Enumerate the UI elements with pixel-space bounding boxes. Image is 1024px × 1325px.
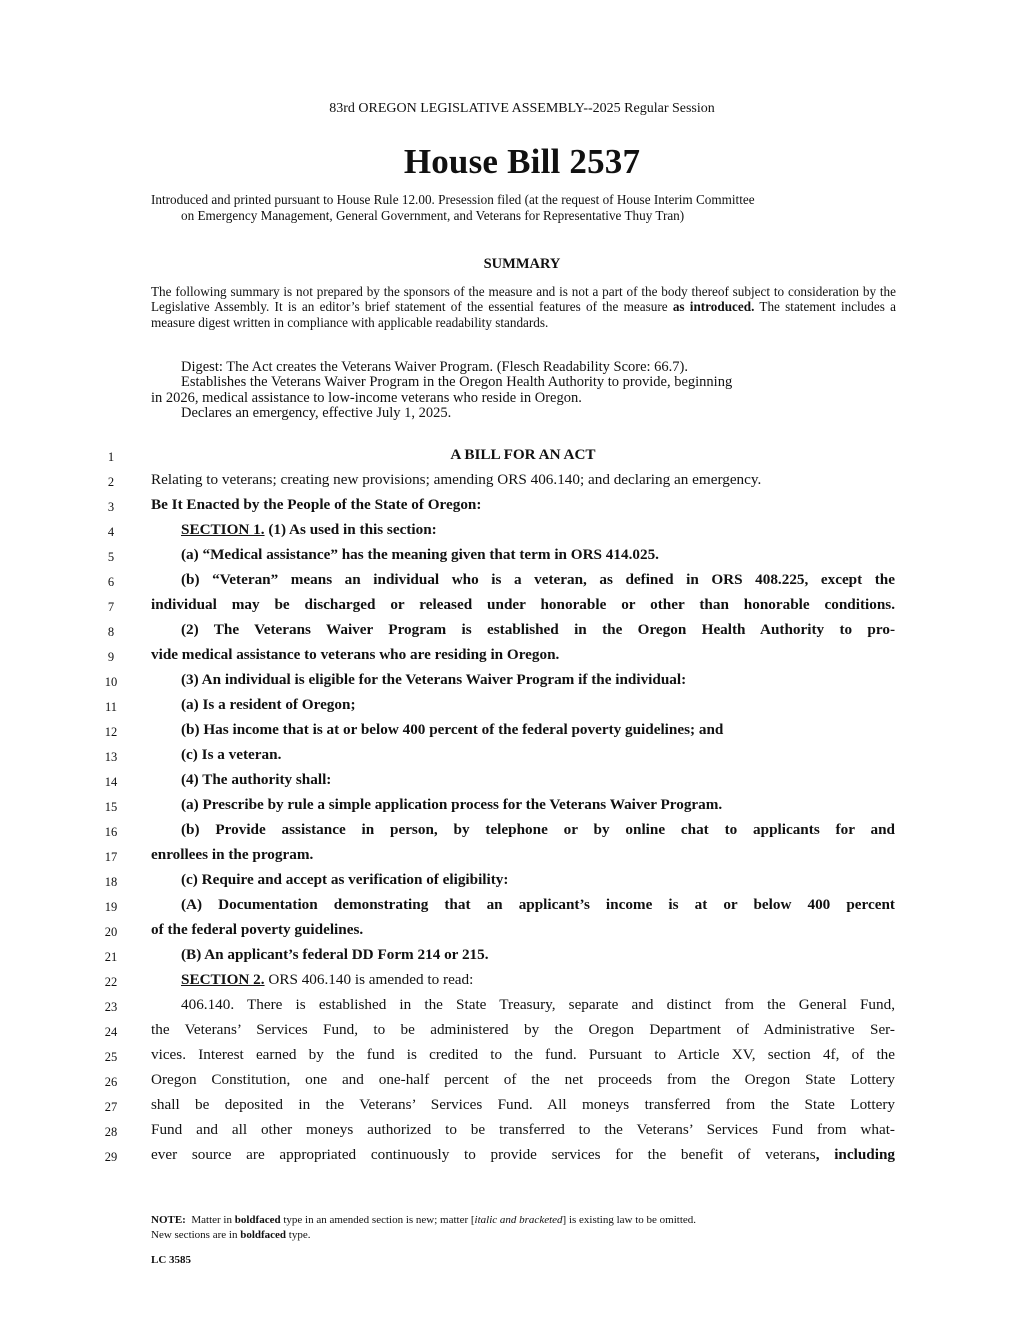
bill-line bbox=[0, 494, 1024, 519]
summary-text bbox=[151, 284, 896, 330]
line-number: 22 bbox=[104, 975, 118, 989]
line-number: 23 bbox=[104, 1000, 118, 1014]
bill-text: vide medical assistance to veterans who are residing in Oregon. bbox=[151, 646, 560, 663]
bill-text: (c) Is a veteran. bbox=[181, 746, 282, 763]
bill-text: the Veterans’ Services Fund, to be administered by the Oregon Department of Administrative Ser- bbox=[151, 1021, 895, 1038]
digest-line-3: in 2026, medical assistance to low-income veterans who reside in Oregon. bbox=[151, 389, 582, 406]
bill-line bbox=[0, 1044, 1024, 1069]
bill-line bbox=[0, 869, 1024, 894]
bill-text: (a) “Medical assistance” has the meaning given that term in ORS 414.025. bbox=[181, 546, 659, 563]
section-2-text: ORS 406.140 is amended to read: bbox=[268, 971, 474, 988]
bill-text: vices. Interest earned by the fund is credited to the fund. Pursuant to Article XV, section 4f, of the bbox=[151, 1046, 895, 1063]
bill-line bbox=[0, 944, 1024, 969]
bill-text: (A) Documentation demonstrating that an applicant’s income is at or below 400 percent bbox=[181, 896, 895, 913]
bill-line bbox=[0, 744, 1024, 769]
bill-text: Fund and all other moneys authorized to be transferred to the Veterans’ Services Fund from what- bbox=[151, 1121, 895, 1138]
note-italic: italic and bracketed bbox=[474, 1214, 563, 1226]
line-number: 29 bbox=[104, 1150, 118, 1164]
bill-text: (2) The Veterans Waiver Program is established in the Oregon Health Authority to pro- bbox=[181, 621, 895, 638]
line-number: 28 bbox=[104, 1125, 118, 1139]
line-number: 4 bbox=[107, 525, 115, 539]
bill-text: of the federal poverty guidelines. bbox=[151, 921, 364, 938]
line-number: 1 bbox=[107, 450, 115, 464]
digest-line-1: Digest: The Act creates the Veterans Waiver Program. (Flesch Readability Score: 66.7). bbox=[181, 359, 688, 375]
intro-line-1: Introduced and printed pursuant to House Rule 12.00. Presession filed (at the request of House Interim Committee bbox=[151, 192, 755, 207]
line-number: 7 bbox=[107, 600, 115, 614]
section-1-label: SECTION 1. bbox=[181, 521, 265, 538]
summary-text-part1: The following summary is not prepared by the sponsors of the measure and is not a part of the body thereof subject to consideration by the Legislative Assembly. It is an editor’s brief statement of the essential features of the measure bbox=[151, 284, 896, 315]
bill-text bbox=[181, 971, 895, 989]
introduction-note bbox=[151, 192, 896, 223]
line-number: 18 bbox=[104, 875, 118, 889]
note-line-2 bbox=[151, 1228, 896, 1243]
line-number: 11 bbox=[104, 700, 118, 714]
bill-text: Oregon Constitution, one and one-half percent of the net proceeds from the Oregon State Lottery bbox=[151, 1071, 895, 1088]
line-number: 17 bbox=[104, 850, 118, 864]
bill-act-heading: A BILL FOR AN ACT bbox=[450, 446, 596, 463]
bill-line bbox=[0, 644, 1024, 669]
bill-text: (b) Has income that is at or below 400 percent of the federal poverty guidelines; and bbox=[181, 721, 724, 738]
bill-text: Relating to veterans; creating new provisions; amending ORS 406.140; and declaring an emergency. bbox=[151, 471, 762, 488]
note-text: New sections are in bbox=[151, 1229, 238, 1241]
bill-line bbox=[0, 819, 1024, 844]
bill-line bbox=[0, 994, 1024, 1019]
lc-number: LC 3585 bbox=[151, 1254, 192, 1266]
bill-line bbox=[0, 919, 1024, 944]
note-line-1 bbox=[151, 1213, 896, 1228]
bill-line bbox=[0, 1069, 1024, 1094]
bill-text: (a) Prescribe by rule a simple application process for the Veterans Waiver Program. bbox=[181, 796, 723, 813]
line-number: 8 bbox=[107, 625, 115, 639]
bill-text: shall be deposited in the Veterans’ Services Fund. All moneys transferred from the State Lottery bbox=[151, 1096, 895, 1113]
bill-line bbox=[0, 1144, 1024, 1169]
line-number: 19 bbox=[104, 900, 118, 914]
bill-line bbox=[0, 694, 1024, 719]
bill-text: (a) Is a resident of Oregon; bbox=[181, 696, 356, 713]
bill-text: enrollees in the program. bbox=[151, 846, 314, 863]
note-text: type. bbox=[288, 1229, 311, 1241]
line-number: 6 bbox=[107, 575, 115, 589]
line-number: 14 bbox=[104, 775, 118, 789]
line-number: 15 bbox=[104, 800, 118, 814]
line-number: 3 bbox=[107, 500, 115, 514]
bill-text-bold: , including bbox=[815, 1146, 895, 1163]
bill-line bbox=[0, 719, 1024, 744]
summary-text-part2: The statement includes a measure digest written in compliance with applicable readability standards. bbox=[151, 299, 896, 330]
footer-note bbox=[151, 1213, 896, 1243]
note-bold: boldfaced bbox=[240, 1229, 287, 1241]
line-number: 5 bbox=[107, 550, 115, 564]
bill-line bbox=[0, 1019, 1024, 1044]
bill-text: individual may be discharged or released under honorable or other than honorable conditions. bbox=[151, 596, 895, 613]
section-2-label: SECTION 2. bbox=[181, 971, 265, 988]
line-number: 16 bbox=[104, 825, 118, 839]
line-number: 21 bbox=[104, 950, 118, 964]
bill-line bbox=[0, 1094, 1024, 1119]
bill-text: 406.140. There is established in the State Treasury, separate and distinct from the General Fund, bbox=[181, 996, 895, 1013]
bill-line bbox=[0, 844, 1024, 869]
bill-line bbox=[0, 544, 1024, 569]
bill-line bbox=[0, 569, 1024, 594]
digest-line-4: Declares an emergency, effective July 1, 2025. bbox=[181, 405, 452, 422]
line-number: 24 bbox=[104, 1025, 118, 1039]
line-number: 25 bbox=[104, 1050, 118, 1064]
digest bbox=[151, 360, 896, 422]
line-number: 13 bbox=[104, 750, 118, 764]
digest-line-2: Establishes the Veterans Waiver Program in the Oregon Health Authority to provide, beginning bbox=[181, 374, 733, 391]
bill-title: House Bill 2537 bbox=[403, 142, 641, 181]
bill-line bbox=[0, 769, 1024, 794]
line-number: 26 bbox=[104, 1075, 118, 1089]
intro-line-2: on Emergency Management, General Government, and Veterans for Representative Thuy Tran) bbox=[181, 207, 685, 223]
line-number: 20 bbox=[104, 925, 118, 939]
note-text: Matter in bbox=[191, 1214, 232, 1226]
session-header: 83rd OREGON LEGISLATIVE ASSEMBLY--2025 Regular Session bbox=[329, 101, 715, 116]
bill-text: (b) “Veteran” means an individual who is a veteran, as defined in ORS 408.225, except the bbox=[181, 571, 895, 588]
bill-line bbox=[0, 794, 1024, 819]
line-number: 27 bbox=[104, 1100, 118, 1114]
note-text: type in an amended section is new; matter [ bbox=[283, 1214, 475, 1226]
note-label: NOTE: bbox=[151, 1214, 186, 1226]
line-number: 12 bbox=[104, 725, 118, 739]
note-text: ] is existing law to be omitted. bbox=[562, 1214, 697, 1226]
bill-line bbox=[0, 894, 1024, 919]
bill-text: (b) Provide assistance in person, by telephone or by online chat to applicants for and bbox=[181, 821, 895, 838]
bill-text: (B) An applicant’s federal DD Form 214 or 215. bbox=[181, 946, 489, 963]
summary-heading: SUMMARY bbox=[483, 256, 561, 272]
bill-text bbox=[181, 521, 895, 539]
bill-line bbox=[0, 1119, 1024, 1144]
bill-line bbox=[0, 669, 1024, 694]
bill-line bbox=[0, 519, 1024, 544]
line-number: 10 bbox=[104, 675, 118, 689]
bill-text: (3) An individual is eligible for the Veterans Waiver Program if the individual: bbox=[181, 671, 687, 688]
bill-text: (c) Require and accept as verification of eligibility: bbox=[181, 871, 509, 888]
bill-line bbox=[0, 594, 1024, 619]
bill-line bbox=[0, 969, 1024, 994]
bill-line bbox=[0, 469, 1024, 494]
summary-text-bold: as introduced. bbox=[672, 299, 755, 315]
bill-line bbox=[0, 619, 1024, 644]
enacting-clause: Be It Enacted by the People of the State of Oregon: bbox=[151, 496, 482, 513]
line-number: 9 bbox=[107, 650, 115, 664]
bill-text-plain: ever source are appropriated continuously to provide services for the benefit of veterans bbox=[151, 1146, 816, 1163]
note-bold: boldfaced bbox=[234, 1214, 281, 1226]
bill-text: (4) The authority shall: bbox=[181, 771, 332, 788]
line-number: 2 bbox=[107, 475, 115, 489]
bill-line bbox=[0, 444, 1024, 469]
bill-text bbox=[151, 1146, 895, 1164]
section-1-text: (1) As used in this section: bbox=[268, 521, 437, 538]
